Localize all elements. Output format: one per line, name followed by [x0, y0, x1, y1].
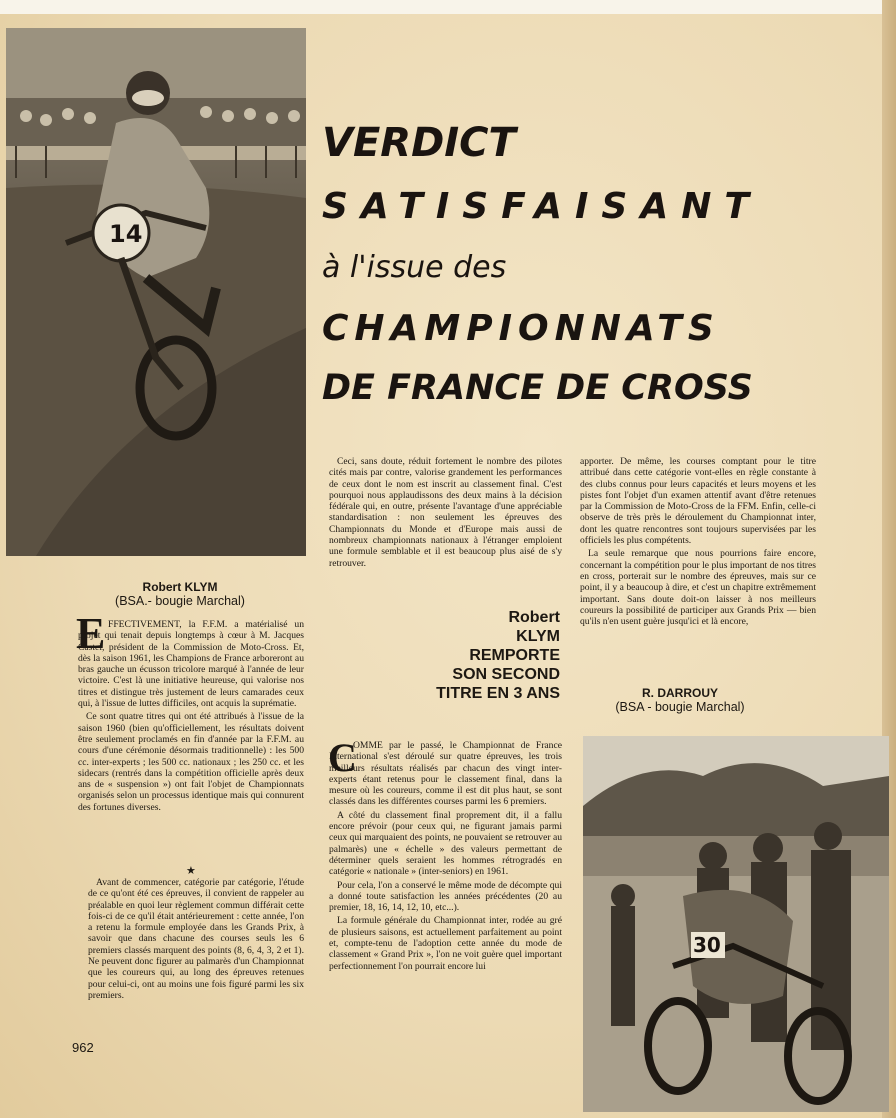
torn-top-edge — [0, 0, 896, 14]
paragraph: Ceci, sans doute, réduit fortement le nombre des pilotes cités mais par contre, valorise grandement les performances de ceux dont le nom est inscrit au classement final. C'est pourquoi nous applaudissons des deux mains à la décision fédérale qui, en outre, présente l'avantage d'une appréciable standardisation : non seulement les épreuves des Championnats du Monde et d'Europe mais aussi de nombreux championnats nationaux à l'étranger emploient une formule semblable et il est beaucoup plus aisé de s'y retrouver. — [329, 456, 562, 569]
column-2-bottom — [329, 740, 562, 974]
subheading — [380, 608, 560, 703]
subheading-line: Robert — [508, 609, 560, 626]
column-1-top — [78, 619, 304, 815]
column-1-bottom — [88, 877, 304, 1003]
paragraph: Ce sont quatre titres qui ont été attribués à l'issue de la saison 1960 (bien qu'officiellement, les résultats doivent être seulement proclamés en fin d'année par la F.F.M. au cours d'une cérémonie désormais traditionnelle) : les 500 cc. inter-experts ; les 500 cc. nationaux ; les 250 cc. et les sidecars (rentrés dans la compétition officielle après deux ans de « suspension ») ont fait l'objet de Championnats organisés selon un processus identique mais qui connurent des fortunes diverses. — [78, 711, 304, 813]
headline-line-2: SATISFAISANT — [322, 186, 762, 227]
dropcap-c: C — [328, 735, 357, 780]
paragraph: Pour cela, l'on a conservé le même mode de décompte qui a donné toute satisfaction les années précédentes (20 au premier, 18, 16, 14, 12, 10, etc...). — [329, 879, 562, 914]
subheading-line: SON SECOND — [452, 666, 560, 683]
subheading-line: KLYM — [516, 628, 560, 645]
rider-photo-darrouy — [583, 736, 889, 1112]
headline-line-4: CHAMPIONNATS — [322, 308, 720, 349]
plate-number-14: 14 — [109, 220, 143, 248]
caption-sponsor: (BSA.- bougie Marchal) — [115, 594, 245, 608]
subheading-line: TITRE EN 3 ANS — [436, 685, 560, 702]
headline-line-1: VERDICT — [322, 120, 516, 166]
headline-line-3: à l'issue des — [322, 250, 507, 285]
paragraph: La formule générale du Championnat inter, rodée au gré de plusieurs saisons, est actuellement parfaitement au point et, compte-tenu de l'adoption cette année du mode de classement « Grand Prix », l'on ne voit guère quel important perfectionnement l'on pourrait encore lui — [329, 915, 562, 972]
caption-name: R. DARROUY — [641, 686, 718, 700]
column-3 — [580, 456, 816, 629]
caption-sponsor: (BSA - bougie Marchal) — [615, 700, 745, 714]
headline-line-5: DE FRANCE DE CROSS — [322, 368, 753, 408]
rider-photo-klym — [6, 28, 306, 556]
page-number: 962 — [72, 1040, 94, 1055]
dropcap-e: E — [76, 609, 106, 658]
paragraph: A côté du classement final proprement dit, il a fallu encore prévoir (pour ceux qui, ne figurant jamais parmi ceux qui marquaient des points, ne pouvaient se retrouver au palmarès) une « échelle » des valeurs permettant de déterminer quels seraient les hommes rétrogradés en catégorie « nationale » (inter-seniors) en 1961. — [329, 809, 562, 878]
paragraph: Avant de commencer, catégorie par catégorie, l'étude de ce qu'ont été ces épreuves, il convient de rappeler au préalable en quoi leur règlement commun différait cette fois-ci de ce qu'il était antérieurement : cette année, l'on a retenu la formule employée dans les Grands Prix, à savoir que dans chacune des courses seuls les 6 premiers classés marquent des points (8, 6, 4, 3, 2 et 1). Ne peuvent donc figurer au palmarès d'un Championnat que les coureurs qui, au long des épreuves retenues pour celui-ci, ont au moins une fois figuré parmi les six premiers. — [88, 877, 304, 1001]
star-ornament-icon: ★ — [186, 865, 196, 877]
caption-name: Robert KLYM — [142, 580, 218, 594]
plate-number-30: 30 — [693, 933, 721, 957]
paragraph: OMME par le passé, le Championnat de France International s'est déroulé sur quatre épreuves, les trois meilleurs résultats réalisés par chacun des vingt inter-experts étant retenus pour le classement final, dans la mesure où les coureurs, comme il est dit plus haut, se sont classés dans les différentes courses parmi les 6 premiers. — [329, 740, 562, 808]
column-2-top — [329, 456, 562, 571]
caption-klym — [40, 580, 320, 608]
subheading-line: REMPORTE — [469, 647, 560, 664]
paragraph: apporter. De même, les courses comptant pour le titre attribué dans cette catégorie vont-elles en règle constante à des clubs connus pour leurs capacités et leurs moyens et les pistes font l'objet d'un examen attentif avant d'être retenues par la Commission de Moto-Cross de la FFM. Enfin, celle-ci observe de très près le déroulement du Championnat inter, dont les quatre rencontres sont toujours supervisées par les officiels les plus compétents. — [580, 456, 816, 547]
paragraph: FFECTIVEMENT, la F.F.M. a matérialisé un projet qui tenait depuis longtemps à cœur à M. Jacques Castel, président de la Commission de Moto-Cross. Et, dès la saison 1961, les Champions de France arboreront au bras gauche un écusson tricolore marqué à l'année de leur victoire. C'est là une initiative heureuse, qui valorise nos titres et distingue très justement de leurs camarades ceux qui, à l'issue de luttes difficiles, ont acquis la suprématie. — [78, 619, 304, 710]
caption-darrouy — [580, 686, 780, 714]
paragraph: La seule remarque que nous pourrions faire encore, concernant la compétition pour le plus important de nos titres en cross, porterait sur le nombre des épreuves, mais sur ce point, il y a beaucoup à dire, et c'est un chapitre extrêmement important. Sans doute doit-on laisser à nos meilleurs coureurs la possibilité de participer aux Grands Prix — bien qu'ils n'en usent guère jusqu'ici et là encore, — [580, 548, 816, 628]
